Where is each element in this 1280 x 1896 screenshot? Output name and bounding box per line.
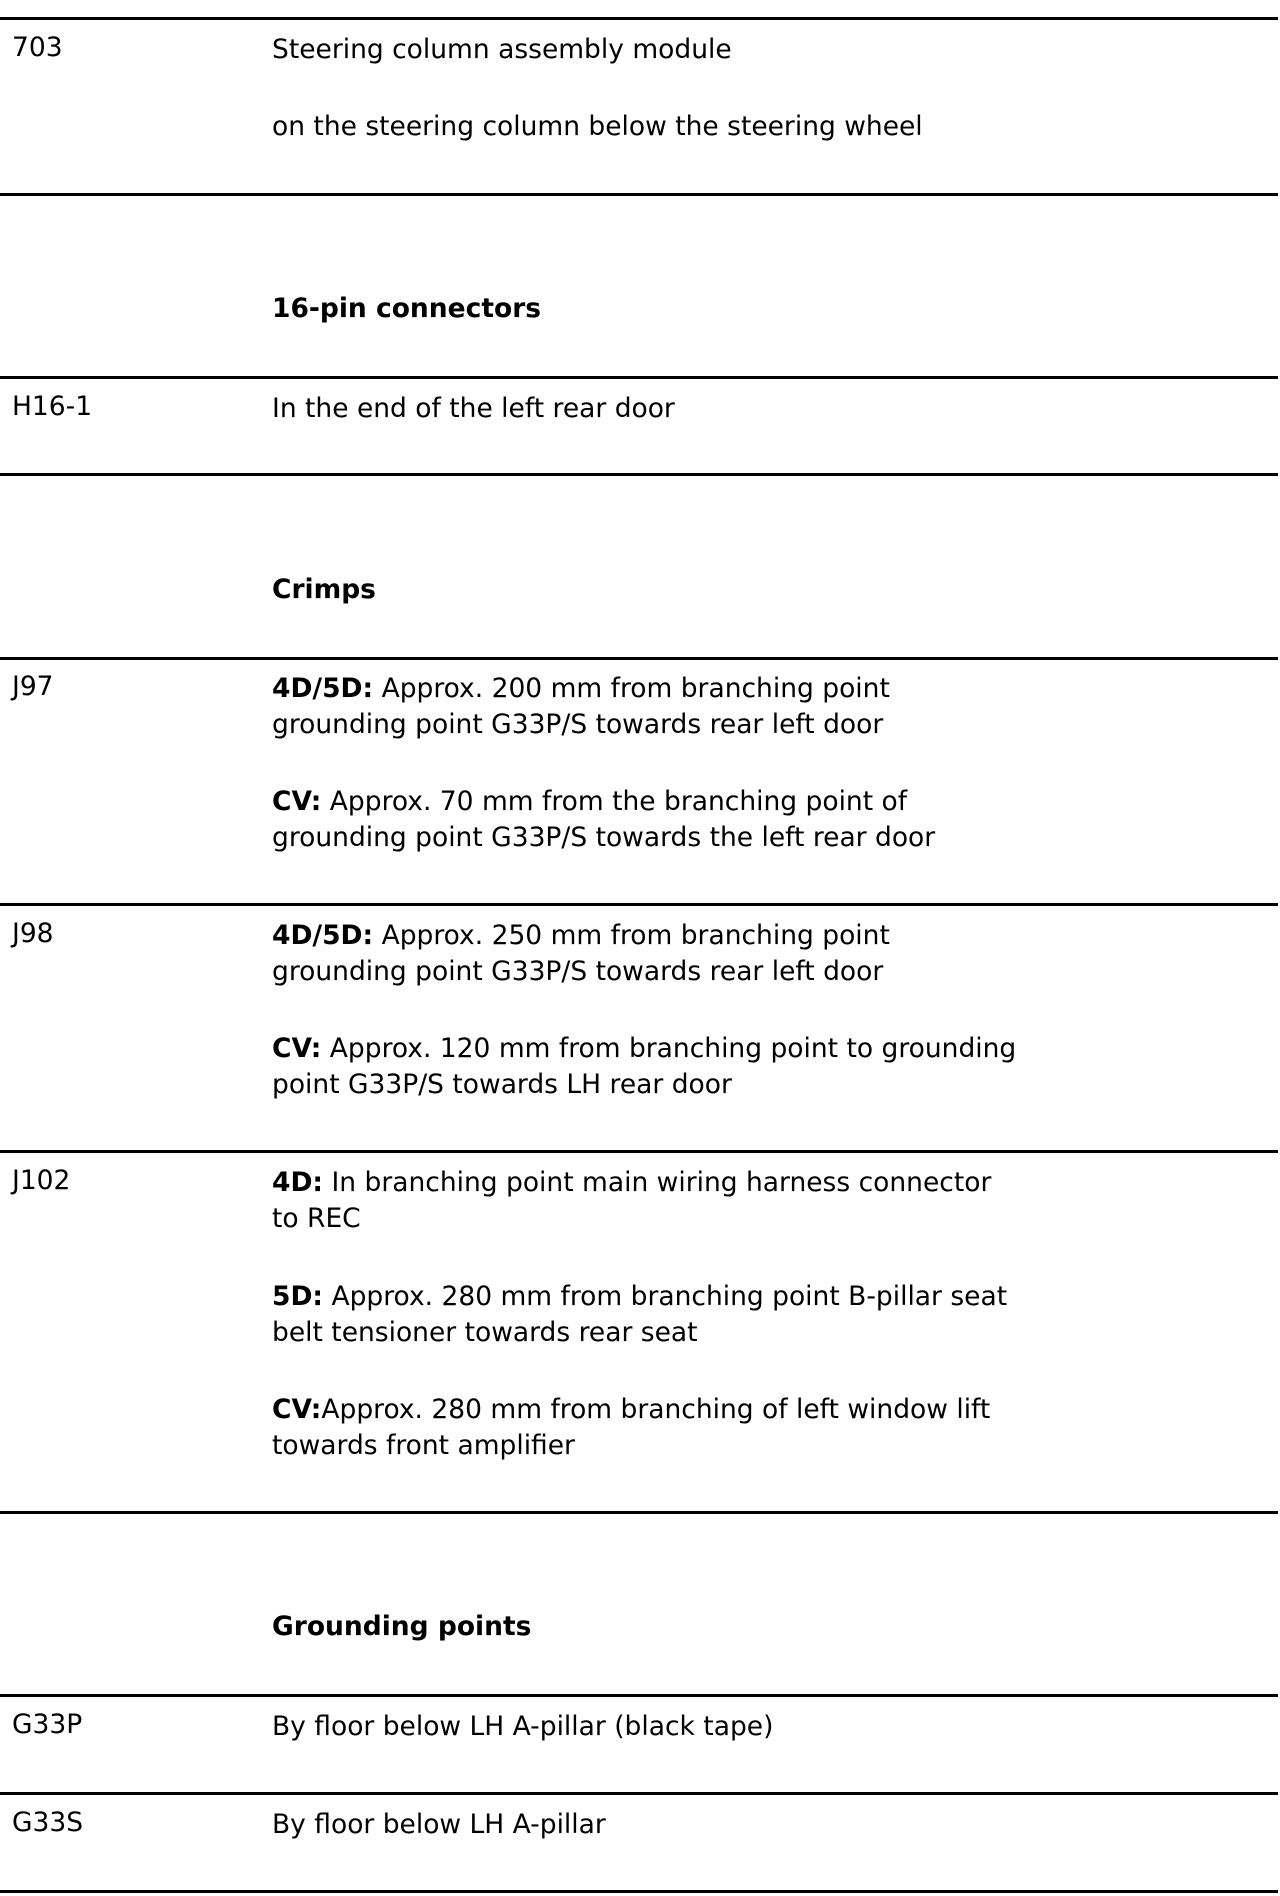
table-rule xyxy=(0,376,1278,379)
table-rule xyxy=(0,1150,1278,1153)
component-code: J97 xyxy=(12,671,54,702)
component-code: H16-1 xyxy=(12,391,93,422)
location-line: CV: Approx. 70 mm from the branching point of grounding point G33P/S towards the left rear door xyxy=(272,786,936,853)
section-heading: 16-pin connectors xyxy=(272,293,542,324)
component-code: J98 xyxy=(12,918,54,949)
component-location xyxy=(272,391,675,427)
table-rule xyxy=(0,193,1278,196)
component-location xyxy=(272,784,935,856)
table-rule xyxy=(0,473,1278,476)
location-line: 4D: In branching point main wiring harness connector to REC xyxy=(272,1167,992,1234)
location-line: on the steering column below the steering wheel xyxy=(272,111,923,142)
component-code: G33S xyxy=(12,1807,84,1838)
location-line: 4D/5D: Approx. 250 mm from branching point grounding point G33P/S towards rear left door xyxy=(272,920,890,987)
component-code: 703 xyxy=(12,32,63,63)
component-description xyxy=(272,32,732,68)
location-line: CV:Approx. 280 mm from branching of left window lift towards front amplifier xyxy=(272,1394,991,1461)
component-location xyxy=(272,1807,606,1843)
table-rule xyxy=(0,1511,1278,1514)
component-location xyxy=(272,1279,1007,1351)
location-line: By floor below LH A-pillar (black tape) xyxy=(272,1711,774,1742)
component-location xyxy=(272,671,890,743)
component-code: G33P xyxy=(12,1709,83,1740)
table-rule xyxy=(0,1890,1278,1893)
section-heading: Grounding points xyxy=(272,1611,532,1642)
table-rule xyxy=(0,657,1278,660)
component-location xyxy=(272,1031,1016,1103)
location-line: In the end of the left rear door xyxy=(272,393,675,424)
component-location xyxy=(272,918,890,990)
location-line: By floor below LH A-pillar xyxy=(272,1809,606,1840)
table-rule xyxy=(0,903,1278,906)
table-rule xyxy=(0,1694,1278,1697)
location-line: 4D/5D: Approx. 200 mm from branching point grounding point G33P/S towards rear left door xyxy=(272,673,890,740)
component-location xyxy=(272,1709,773,1745)
component-location xyxy=(272,109,923,145)
location-line: 5D: Approx. 280 mm from branching point B-pillar seat belt tensioner towards rear seat xyxy=(272,1281,1008,1348)
table-rule xyxy=(0,1792,1278,1795)
component-code: J102 xyxy=(12,1165,71,1196)
component-location xyxy=(272,1392,990,1464)
component-location xyxy=(272,1165,991,1237)
table-rule xyxy=(0,17,1278,20)
section-heading: Crimps xyxy=(272,574,376,605)
description-line: Steering column assembly module xyxy=(272,34,732,65)
location-line: CV: Approx. 120 mm from branching point to grounding point G33P/S towards LH rear door xyxy=(272,1033,1017,1100)
